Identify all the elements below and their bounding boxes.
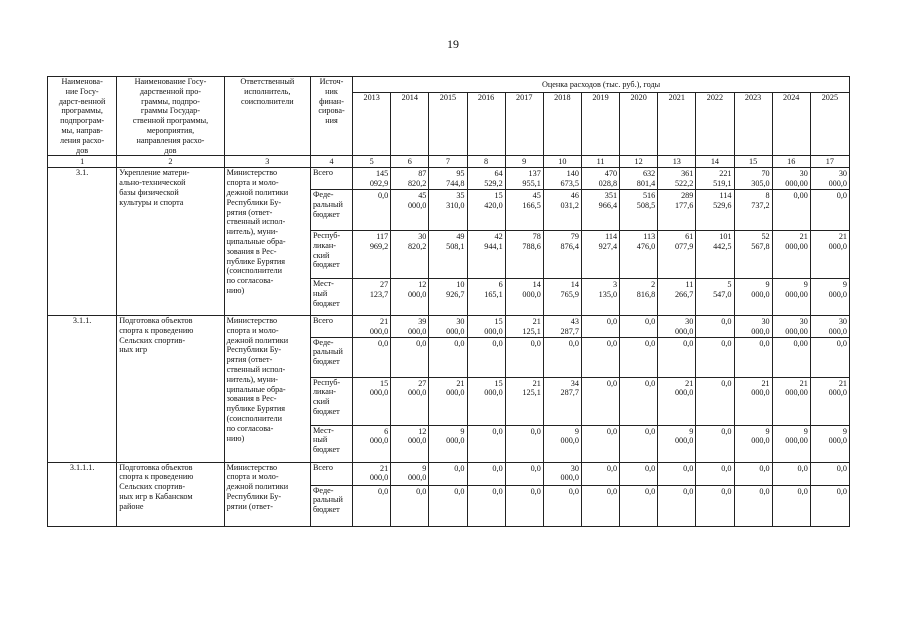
value-cell: 9 000,0 xyxy=(810,278,849,315)
column-number-cell: 17 xyxy=(810,156,849,168)
value-cell: 0,0 xyxy=(581,315,619,337)
value-cell: 6 165,1 xyxy=(467,278,505,315)
value-cell: 34 287,7 xyxy=(543,377,581,425)
column-number-cell: 12 xyxy=(620,156,658,168)
column-number-cell: 5 xyxy=(353,156,391,168)
value-cell: 470 028,8 xyxy=(581,168,619,190)
value-cell: 0,0 xyxy=(467,485,505,526)
header-measure-name: Наименование Госу- дарственной про- граммы, подпро- граммы Государ- ственной программы, мероприятия, направления расхо- дов xyxy=(117,77,224,156)
value-cell: 114 927,4 xyxy=(581,230,619,278)
value-cell: 12 000,0 xyxy=(391,278,429,315)
year-header-cell: 2023 xyxy=(734,93,772,156)
value-cell: 21 000,0 xyxy=(734,377,772,425)
value-cell: 42 944,1 xyxy=(467,230,505,278)
value-cell: 52 567,8 xyxy=(734,230,772,278)
value-cell: 70 305,0 xyxy=(734,168,772,190)
year-header-cell: 2020 xyxy=(620,93,658,156)
column-number-cell: 16 xyxy=(772,156,810,168)
value-cell: 0,0 xyxy=(581,485,619,526)
year-header-cell: 2021 xyxy=(658,93,696,156)
value-cell: 0,0 xyxy=(658,462,696,485)
column-number-cell: 14 xyxy=(696,156,734,168)
value-cell: 9 000,00 xyxy=(772,425,810,462)
value-cell: 35 310,0 xyxy=(429,189,467,230)
funding-source-cell: Всего xyxy=(310,462,352,485)
value-cell: 0,0 xyxy=(581,462,619,485)
value-cell: 9 000,0 xyxy=(658,425,696,462)
value-cell: 21 000,00 xyxy=(772,377,810,425)
value-cell: 221 519,1 xyxy=(696,168,734,190)
value-cell: 43 287,7 xyxy=(543,315,581,337)
value-cell: 15 420,0 xyxy=(467,189,505,230)
value-cell: 45 000,0 xyxy=(391,189,429,230)
value-cell: 632 801,4 xyxy=(620,168,658,190)
header-years-caption: Оценка расходов (тыс. руб.), годы xyxy=(353,77,850,93)
row-measure-name: Подготовка объектов спорта к проведению Сельских спортив- ных игр в Кабанском районе xyxy=(117,462,224,526)
value-cell: 21 000,0 xyxy=(810,230,849,278)
value-cell: 87 820,2 xyxy=(391,168,429,190)
value-cell: 0,0 xyxy=(696,377,734,425)
value-cell: 27 000,0 xyxy=(391,377,429,425)
value-cell: 27 123,7 xyxy=(353,278,391,315)
value-cell: 0,0 xyxy=(581,425,619,462)
value-cell: 0,00 xyxy=(772,337,810,377)
table-row xyxy=(48,462,850,485)
page-number: 19 xyxy=(447,37,459,51)
column-number-cell: 11 xyxy=(581,156,619,168)
value-cell: 0,0 xyxy=(429,337,467,377)
value-cell: 0,0 xyxy=(658,337,696,377)
value-cell: 0,0 xyxy=(581,337,619,377)
value-cell: 21 125,1 xyxy=(505,315,543,337)
value-cell: 117 969,2 xyxy=(353,230,391,278)
column-number-cell: 9 xyxy=(505,156,543,168)
value-cell: 14 765,9 xyxy=(543,278,581,315)
value-cell: 113 476,0 xyxy=(620,230,658,278)
value-cell: 45 166,5 xyxy=(505,189,543,230)
value-cell: 30 000,00 xyxy=(772,315,810,337)
value-cell: 21 000,0 xyxy=(810,377,849,425)
funding-source-cell: Мест- ный бюджет xyxy=(310,425,352,462)
column-number-cell: 8 xyxy=(467,156,505,168)
value-cell: 30 000,00 xyxy=(772,168,810,190)
value-cell: 61 077,9 xyxy=(658,230,696,278)
value-cell: 0,0 xyxy=(467,337,505,377)
value-cell: 0,0 xyxy=(467,462,505,485)
funding-source-cell: Феде- ральный бюджет xyxy=(310,485,352,526)
value-cell: 10 926,7 xyxy=(429,278,467,315)
value-cell: 30 000,0 xyxy=(810,168,849,190)
column-number-cell: 10 xyxy=(543,156,581,168)
value-cell: 145 092,9 xyxy=(353,168,391,190)
row-measure-name: Укрепление матери- ально-технической базы физической культуры и спорта xyxy=(117,168,224,316)
value-cell: 9 000,0 xyxy=(734,278,772,315)
value-cell: 11 266,7 xyxy=(658,278,696,315)
value-cell: 0,0 xyxy=(734,462,772,485)
value-cell: 0,0 xyxy=(620,337,658,377)
value-cell: 0,0 xyxy=(810,485,849,526)
value-cell: 0,0 xyxy=(696,462,734,485)
expenditure-table xyxy=(47,76,850,527)
value-cell: 0,0 xyxy=(543,337,581,377)
value-cell: 0,0 xyxy=(734,337,772,377)
value-cell: 351 966,4 xyxy=(581,189,619,230)
value-cell: 95 744,8 xyxy=(429,168,467,190)
value-cell: 0,0 xyxy=(810,189,849,230)
row-measure-name: Подготовка объектов спорта к проведению Сельских спортив- ных игр xyxy=(117,315,224,462)
column-number-cell: 7 xyxy=(429,156,467,168)
value-cell: 8 737,2 xyxy=(734,189,772,230)
row-code: 3.1. xyxy=(48,168,117,316)
value-cell: 21 000,0 xyxy=(353,462,391,485)
year-header-cell: 2013 xyxy=(353,93,391,156)
column-number-cell: 2 xyxy=(117,156,224,168)
value-cell: 0,0 xyxy=(353,337,391,377)
row-code: 3.1.1.1. xyxy=(48,462,117,526)
table-row xyxy=(48,168,850,190)
row-executor: Министерство спорта и моло- дежной политики Республики Бу- рятия (ответ- ственный испол- нитель), муни- ципальные обра- зования в Рес- публике Бурятия (соисполнители по согласова- нию) xyxy=(224,168,310,316)
value-cell: 30 820,2 xyxy=(391,230,429,278)
value-cell: 0,0 xyxy=(734,485,772,526)
value-cell: 101 442,5 xyxy=(696,230,734,278)
value-cell: 9 000,0 xyxy=(810,425,849,462)
funding-source-cell: Респуб- ликан- ский бюджет xyxy=(310,377,352,425)
header-executor: Ответственный исполнитель, соисполнители xyxy=(224,77,310,156)
year-header-cell: 2015 xyxy=(429,93,467,156)
column-number-cell: 6 xyxy=(391,156,429,168)
column-number-cell: 4 xyxy=(310,156,352,168)
value-cell: 14 000,0 xyxy=(505,278,543,315)
value-cell: 79 876,4 xyxy=(543,230,581,278)
year-header-cell: 2019 xyxy=(581,93,619,156)
value-cell: 9 000,00 xyxy=(772,278,810,315)
value-cell: 0,0 xyxy=(620,425,658,462)
value-cell: 0,0 xyxy=(543,485,581,526)
value-cell: 9 000,0 xyxy=(734,425,772,462)
value-cell: 39 000,0 xyxy=(391,315,429,337)
row-executor: Министерство спорта и моло- дежной политики Республики Бу- рятия (ответ- ственный испол- нитель), муни- ципальные обра- зования в Рес- публике Бурятия (соисполнители по согласова- нию) xyxy=(224,315,310,462)
value-cell: 0,0 xyxy=(696,315,734,337)
value-cell: 9 000,0 xyxy=(391,462,429,485)
value-cell: 0,0 xyxy=(429,485,467,526)
value-cell: 0,0 xyxy=(810,337,849,377)
value-cell: 0,0 xyxy=(620,315,658,337)
value-cell: 516 508,5 xyxy=(620,189,658,230)
value-cell: 289 177,6 xyxy=(658,189,696,230)
year-header-cell: 2016 xyxy=(467,93,505,156)
value-cell: 0,0 xyxy=(620,377,658,425)
value-cell: 0,0 xyxy=(505,425,543,462)
header-program-name: Наименова- ние Госу- дарст-венной программы, подпрограм- мы, направ- ления расхо- дов xyxy=(48,77,117,156)
value-cell: 0,0 xyxy=(696,425,734,462)
value-cell: 0,0 xyxy=(696,337,734,377)
value-cell: 0,0 xyxy=(772,485,810,526)
value-cell: 0,0 xyxy=(658,485,696,526)
value-cell: 78 788,6 xyxy=(505,230,543,278)
value-cell: 3 135,0 xyxy=(581,278,619,315)
value-cell: 0,0 xyxy=(505,462,543,485)
value-cell: 140 673,5 xyxy=(543,168,581,190)
value-cell: 0,0 xyxy=(353,485,391,526)
column-number-cell: 1 xyxy=(48,156,117,168)
value-cell: 0,0 xyxy=(581,377,619,425)
value-cell: 0,0 xyxy=(467,425,505,462)
value-cell: 21 000,0 xyxy=(353,315,391,337)
value-cell: 0,00 xyxy=(772,189,810,230)
value-cell: 0,0 xyxy=(505,337,543,377)
funding-source-cell: Респуб- ликан- ский бюджет xyxy=(310,230,352,278)
value-cell: 9 000,0 xyxy=(543,425,581,462)
value-cell: 15 000,0 xyxy=(467,377,505,425)
funding-source-cell: Феде- ральный бюджет xyxy=(310,337,352,377)
year-header-cell: 2024 xyxy=(772,93,810,156)
value-cell: 49 508,1 xyxy=(429,230,467,278)
value-cell: 6 000,0 xyxy=(353,425,391,462)
value-cell: 5 547,0 xyxy=(696,278,734,315)
value-cell: 15 000,0 xyxy=(353,377,391,425)
value-cell: 137 955,1 xyxy=(505,168,543,190)
value-cell: 2 816,8 xyxy=(620,278,658,315)
value-cell: 30 000,0 xyxy=(429,315,467,337)
value-cell: 15 000,0 xyxy=(467,315,505,337)
column-number-row xyxy=(48,156,850,168)
year-header-cell: 2018 xyxy=(543,93,581,156)
value-cell: 21 000,00 xyxy=(772,230,810,278)
value-cell: 0,0 xyxy=(620,462,658,485)
value-cell: 21 000,0 xyxy=(658,377,696,425)
year-header-cell: 2025 xyxy=(810,93,849,156)
table-row xyxy=(48,315,850,337)
funding-source-cell: Мест- ный бюджет xyxy=(310,278,352,315)
funding-source-cell: Всего xyxy=(310,315,352,337)
value-cell: 114 529,6 xyxy=(696,189,734,230)
value-cell: 0,0 xyxy=(772,462,810,485)
value-cell: 361 522,2 xyxy=(658,168,696,190)
column-number-cell: 13 xyxy=(658,156,696,168)
header-funding-source: Источ- ник финан- сирова- ния xyxy=(310,77,352,156)
value-cell: 64 529,2 xyxy=(467,168,505,190)
value-cell: 0,0 xyxy=(429,462,467,485)
value-cell: 9 000,0 xyxy=(429,425,467,462)
value-cell: 0,0 xyxy=(696,485,734,526)
funding-source-cell: Всего xyxy=(310,168,352,190)
value-cell: 30 000,0 xyxy=(810,315,849,337)
value-cell: 46 031,2 xyxy=(543,189,581,230)
column-number-cell: 3 xyxy=(224,156,310,168)
value-cell: 12 000,0 xyxy=(391,425,429,462)
value-cell: 0,0 xyxy=(391,485,429,526)
value-cell: 30 000,0 xyxy=(543,462,581,485)
row-code: 3.1.1. xyxy=(48,315,117,462)
year-header-cell: 2022 xyxy=(696,93,734,156)
column-number-cell: 15 xyxy=(734,156,772,168)
value-cell: 21 125,1 xyxy=(505,377,543,425)
year-header-cell: 2014 xyxy=(391,93,429,156)
value-cell: 30 000,0 xyxy=(734,315,772,337)
value-cell: 0,0 xyxy=(353,189,391,230)
value-cell: 30 000,0 xyxy=(658,315,696,337)
value-cell: 21 000,0 xyxy=(429,377,467,425)
value-cell: 0,0 xyxy=(505,485,543,526)
funding-source-cell: Феде- ральный бюджет xyxy=(310,189,352,230)
value-cell: 0,0 xyxy=(620,485,658,526)
year-header-cell: 2017 xyxy=(505,93,543,156)
value-cell: 0,0 xyxy=(810,462,849,485)
row-executor: Министерство спорта и моло- дежной политики Республики Бу- рятии (ответ- xyxy=(224,462,310,526)
value-cell: 0,0 xyxy=(391,337,429,377)
